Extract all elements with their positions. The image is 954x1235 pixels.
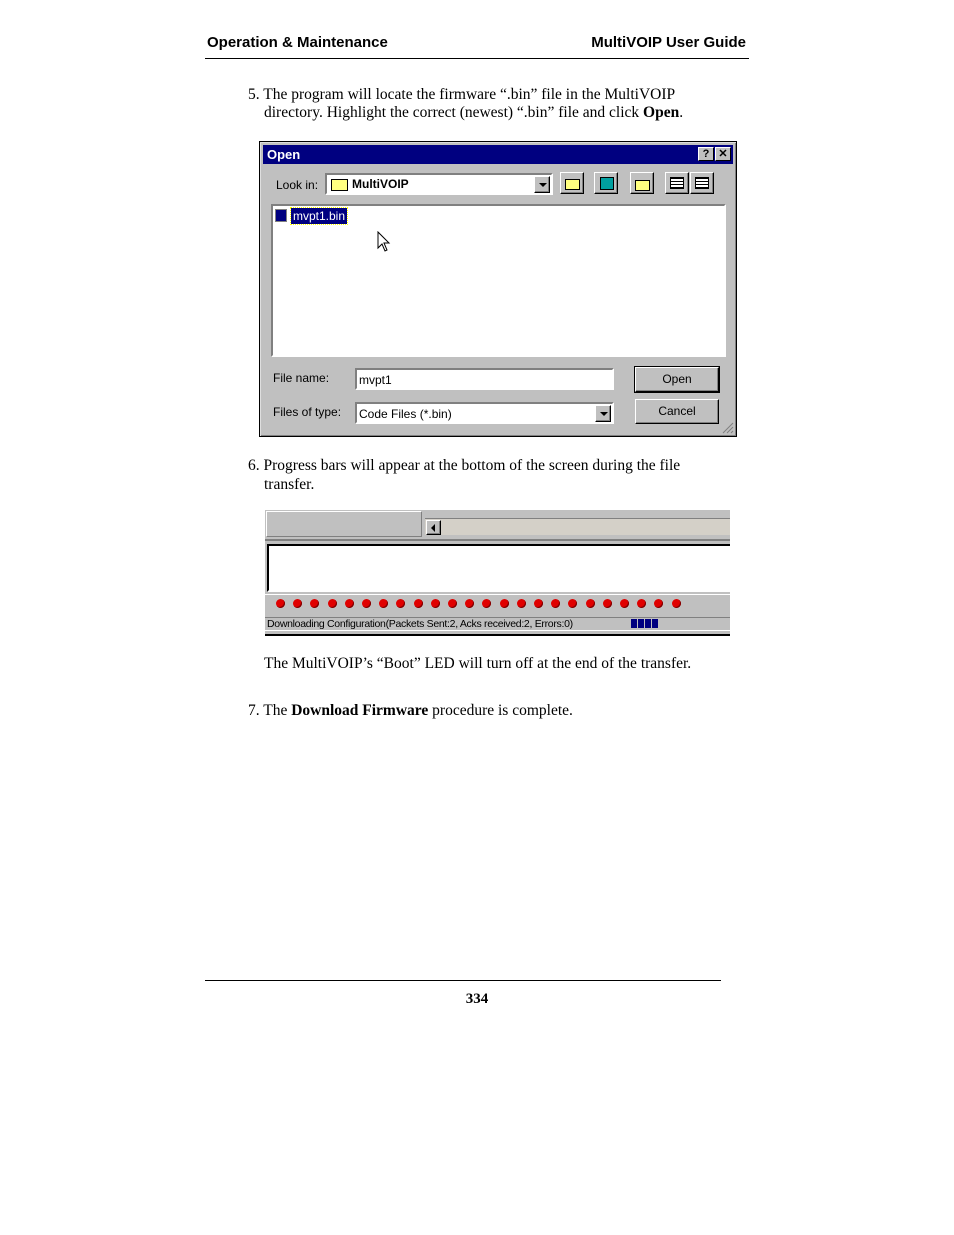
- step-5-number: 5.: [248, 86, 260, 103]
- led-indicator: [431, 599, 440, 608]
- step-5-line-1: [248, 85, 675, 104]
- led-indicator: [328, 599, 337, 608]
- status-pane: [266, 511, 422, 537]
- new-folder-icon: [635, 180, 650, 191]
- file-list[interactable]: [271, 204, 726, 357]
- file-icon: [275, 209, 287, 222]
- step-7: [248, 701, 573, 720]
- step-7-text-pre: The: [263, 702, 292, 719]
- progress-block: [638, 619, 644, 628]
- page-number: 334: [465, 991, 489, 1007]
- step-5-line-2: [264, 103, 683, 122]
- dialog-titlebar: [263, 145, 733, 164]
- header-rule: [205, 58, 749, 59]
- open-dialog: [259, 141, 737, 437]
- new-folder-button[interactable]: [630, 172, 654, 194]
- step-7-bold: Download Firmware: [291, 702, 429, 719]
- list-view-icon: [670, 177, 684, 189]
- files-of-type-dropdown[interactable]: [355, 402, 614, 424]
- progress-block: [652, 619, 658, 628]
- footer-rule: [205, 980, 721, 981]
- led-indicator: [603, 599, 612, 608]
- led-indicator: [448, 599, 457, 608]
- list-view-button[interactable]: [665, 172, 689, 194]
- horizontal-scrollbar[interactable]: [425, 518, 730, 535]
- step-5-text-2: directory. Highlight the correct (newest) “.bin” file and click: [264, 104, 644, 121]
- chevron-down-icon: [600, 412, 608, 416]
- look-in-value: MultiVOIP: [352, 177, 409, 191]
- log-area: [267, 544, 730, 592]
- led-indicator: [620, 599, 629, 608]
- led-indicator: [500, 599, 509, 608]
- chevron-left-icon: [431, 524, 435, 532]
- led-indicator: [414, 599, 423, 608]
- open-button[interactable]: Open: [635, 367, 719, 392]
- led-indicator: [534, 599, 543, 608]
- look-in-dropdown[interactable]: [325, 173, 553, 195]
- file-name-value: mvpt1: [359, 373, 392, 387]
- desktop-icon: [600, 177, 614, 190]
- boot-led-note: The MultiVOIP’s “Boot” LED will turn off at the end of the transfer.: [264, 655, 692, 672]
- step-6-number: 6.: [248, 457, 260, 474]
- step-6-text-2: transfer.: [264, 476, 315, 493]
- dialog-title: Open: [267, 147, 301, 162]
- look-in-label: Look in:: [276, 178, 319, 192]
- led-indicator: [672, 599, 681, 608]
- step-7-text-post: procedure is complete.: [428, 702, 573, 719]
- header-right: MultiVOIP User Guide: [591, 34, 746, 51]
- chevron-down-icon: [539, 183, 547, 187]
- scroll-left-button[interactable]: [426, 520, 441, 535]
- file-name-input[interactable]: [355, 368, 614, 390]
- status-screenshot: [265, 510, 730, 636]
- close-button[interactable]: ✕: [715, 147, 731, 161]
- bottom-border: [265, 634, 730, 636]
- help-button[interactable]: ?: [698, 147, 714, 161]
- folder-up-icon: [565, 179, 580, 190]
- files-of-type-label: Files of type:: [273, 405, 342, 419]
- separator: [265, 539, 730, 541]
- header-left: Operation & Maintenance: [207, 34, 388, 51]
- files-of-type-value: Code Files (*.bin): [359, 407, 452, 421]
- look-in-arrow[interactable]: [534, 176, 550, 193]
- details-view-button[interactable]: [690, 172, 714, 194]
- step-6-line-1: [248, 456, 680, 475]
- led-indicator: [362, 599, 371, 608]
- up-one-level-button[interactable]: [560, 172, 584, 194]
- led-indicator: [345, 599, 354, 608]
- status-bar: [265, 617, 730, 631]
- progress-block: [631, 619, 637, 628]
- step-5-bold: Open: [643, 104, 680, 121]
- resize-grip-icon[interactable]: [722, 422, 734, 434]
- progress-block: [645, 619, 651, 628]
- file-name-label: File name:: [273, 371, 330, 385]
- files-of-type-arrow[interactable]: [595, 405, 611, 422]
- folder-icon: [331, 179, 348, 191]
- desktop-button[interactable]: [594, 172, 618, 194]
- step-7-number: 7.: [248, 702, 260, 719]
- status-text: Downloading Configuration(Packets Sent:2, Acks received:2, Errors:0): [267, 618, 573, 630]
- mouse-cursor-icon: [377, 231, 391, 253]
- selected-file-name: mvpt1.bin: [293, 209, 346, 223]
- step-6-text-1: Progress bars will appear at the bottom of the screen during the file: [263, 457, 681, 474]
- led-indicator: [586, 599, 595, 608]
- led-indicator: [276, 599, 285, 608]
- led-indicator: [517, 599, 526, 608]
- step-5-text-1: The program will locate the firmware “.bin” file in the MultiVOIP: [263, 86, 676, 103]
- details-view-icon: [695, 177, 709, 189]
- step-5-text-2-end: .: [679, 104, 684, 121]
- cancel-button[interactable]: Cancel: [635, 399, 719, 424]
